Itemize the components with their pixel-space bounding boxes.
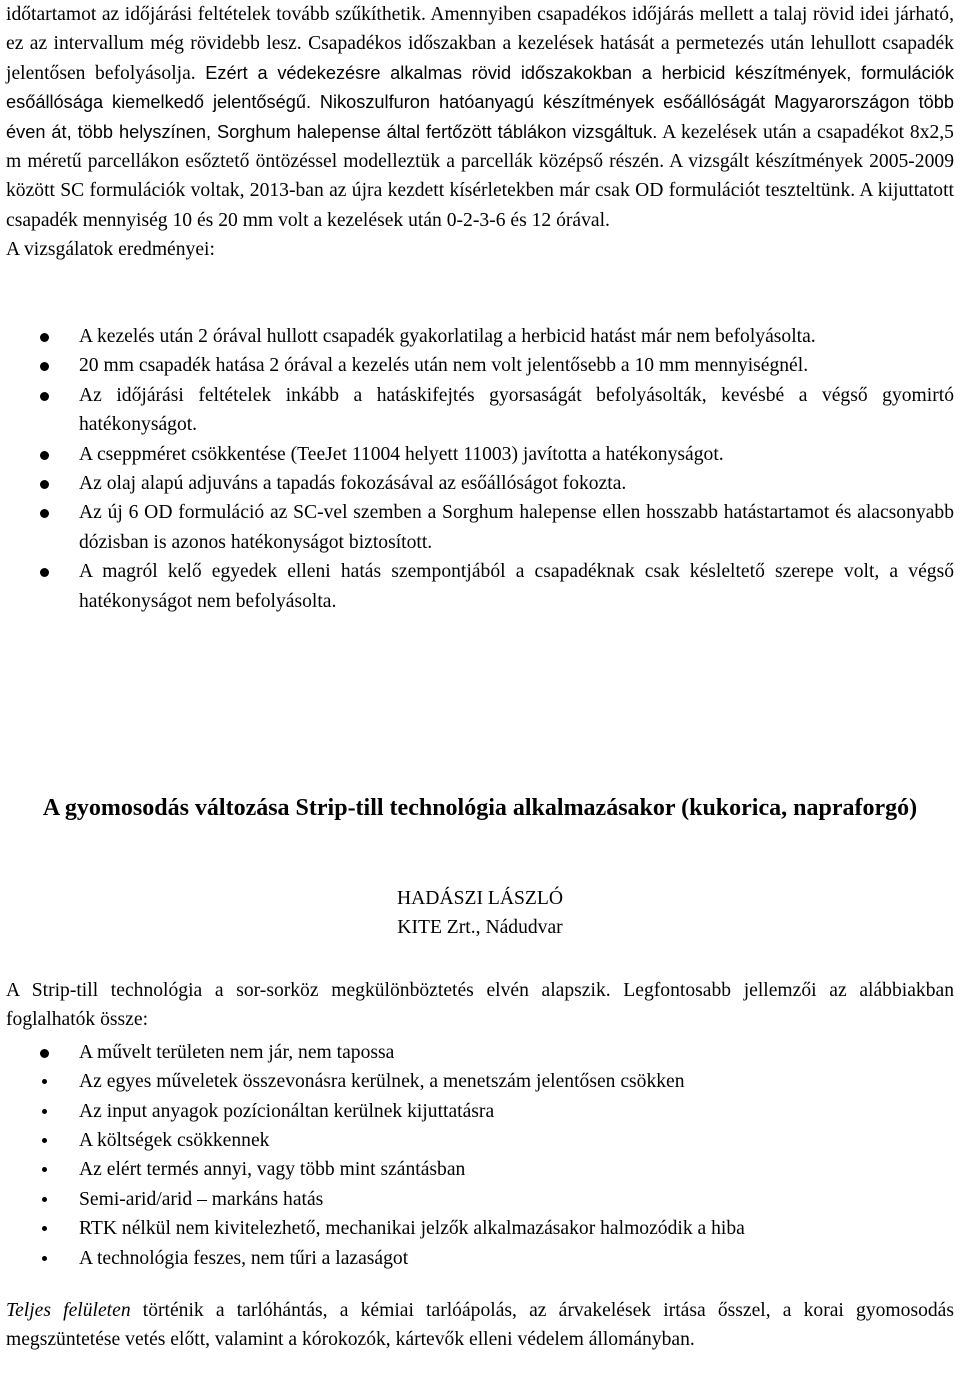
list-item — [6, 1185, 954, 1214]
intro-text: időtartamot az időjárási feltételek tovább szűkíthetik. Amennyiben csapadékos időjárás mellett a talaj rövid idei járható, ez az intervallum még rövidebb lesz. — [6, 4, 954, 55]
article-title: A gyomosodás változása Strip-till technológia alkalmazásakor (kukorica, napraforgó) — [42, 795, 918, 821]
list-item — [6, 322, 954, 351]
list-item — [6, 1097, 954, 1126]
list-item — [6, 381, 954, 440]
list-item — [6, 1155, 954, 1184]
list-item — [6, 440, 954, 469]
intro-text: Nikoszulfuron hatóanyagú készítmények esőállóságát Magyarországon több éven át, több helyszínen, Sorghum halepense által fertőzött táblákon vizsgáltuk. — [6, 92, 954, 142]
list-item-text: A technológia feszes, nem tűri a lazaságot — [79, 1247, 409, 1269]
list-item-text: A művelt területen nem jár, nem tapossa — [79, 1041, 395, 1063]
article-intro: A Strip-till technológia a sor-sorköz megkülönböztetés elvén alapszik. Legfontosabb jellemzői az alábbiakban foglalhatók össze: — [6, 980, 954, 1031]
intro-text: A kezelések után a csapadékot 8x2,5 m méretű parcellákon esőztető öntözéssel modelleztük a parcellák középső részén. A vizsgált készítmények 2005-2009 között SC formulációk voltak, 2013-ban az újra kezdett kísérletekben már csak OD formulációt teszteltünk. A kijuttatott csapadék mennyiség 10 és 20 mm volt a kezelések után 0-2-3-6 és 12 órával. — [6, 121, 954, 231]
list-item-text: A kezelés után 2 órával hullott csapadék gyakorlatilag a herbicid hatást már nem befolyásolta. — [79, 326, 816, 347]
list-item — [6, 1038, 954, 1067]
list-item-text: Semi-arid/arid – markáns hatás — [79, 1188, 324, 1210]
results-list — [6, 322, 954, 616]
list-item-text: Az elért termés annyi, vagy több mint szántásban — [79, 1159, 466, 1181]
list-item — [6, 351, 954, 380]
article-byline — [6, 884, 954, 943]
list-item — [6, 1067, 954, 1096]
list-item-text: Az olaj alapú adjuváns a tapadás fokozásával az esőállóságot fokozta. — [79, 473, 627, 495]
list-item — [6, 469, 954, 498]
list-item-text: Az egyes műveletek összevonásra kerülnek, a menetszám jelentősen csökken — [79, 1071, 685, 1093]
list-item-text: Az időjárási feltételek inkább a hatáskifejtés gyorsaságát befolyásolták, kevésbé a végső gyomirtó hatékonyságot. — [79, 384, 954, 436]
list-item — [6, 498, 954, 557]
closing-paragraph — [6, 1296, 954, 1355]
list-item — [6, 557, 954, 616]
intro-paragraph — [6, 0, 954, 235]
closing-text: történik a tarlóhántás, a kémiai tarlóápolás, az árvakelések irtása ősszel, a korai gyomosodás megszüntetése vetés előtt, valamint a kórokozók, kártevők elleni védelem állományban. — [6, 1300, 954, 1351]
author-affiliation: KITE Zrt., Nádudvar — [397, 917, 563, 939]
results-list-block — [6, 322, 954, 616]
list-item-text: Az input anyagok pozícionáltan kerülnek kijuttatásra — [79, 1100, 495, 1122]
closing-section — [6, 1296, 954, 1355]
article-header — [6, 792, 954, 824]
list-item-text: Az új 6 OD formuláció az SC-vel szemben a Sorghum halepense ellen hosszabb hatástartamot és alacsonyabb dózisban is azonos hatékonyságot biztosított. — [79, 502, 954, 553]
list-item-text: A cseppméret csökkentése (TeeJet 11004 helyett 11003) javította a hatékonyságot. — [79, 443, 724, 465]
list-item — [6, 1244, 954, 1273]
article-body — [6, 976, 954, 1273]
author-name: HADÁSZI LÁSZLÓ — [397, 888, 563, 909]
list-item-text: RTK nélkül nem kivitelezhető, mechanikai jelzők alkalmazásakor halmozódik a hiba — [79, 1218, 745, 1240]
list-item — [6, 1126, 954, 1155]
list-item-text: A költségek csökkennek — [79, 1130, 270, 1152]
list-item-text: 20 mm csapadék hatása 2 órával a kezelés után nem volt jelentősebb a 10 mm mennyiségnél. — [79, 355, 809, 377]
intro-text: Ezért a védekezésre alkalmas rövid időszakokban a herbicid készítmények, formulációk esőállósága kiemelkedő jelentőségű. — [6, 62, 955, 113]
intro-text: Csapadékos időszakban a kezelések hatását a permetezés után lehullott csapadék jelentősen befolyásolja. — [6, 33, 954, 84]
list-item-text: A magról kelő egyedek elleni hatás szempontjából a csapadéknak csak késleltető szerepe volt, a végső hatékonyságot nem befolyásolta. — [79, 561, 954, 612]
closing-emphasis: Teljes felületen — [6, 1300, 131, 1321]
list-item — [6, 1214, 954, 1243]
results-heading: A vizsgálatok eredményei: — [6, 239, 215, 261]
features-list — [6, 1038, 954, 1273]
intro-section — [6, 0, 954, 265]
